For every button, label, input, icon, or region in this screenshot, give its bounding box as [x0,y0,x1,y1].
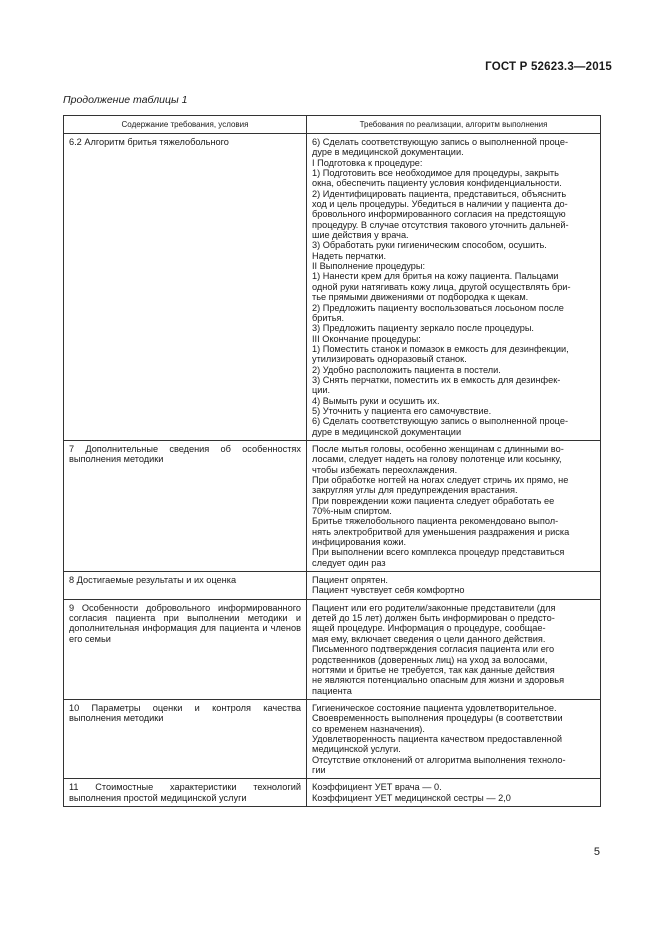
column-header-requirement: Содержание требования, условия [64,116,307,134]
algorithm-cell [307,699,601,778]
algorithm-line: 6) Сделать соответствующую запись о выполненной проце- [312,416,569,427]
algorithm-line: дуре в медицинской документации. [312,147,464,158]
requirement-cell: 9 Особенности добровольного информированного согласия пациента при выполнении методики и дополнительная информация для пациента и членов его семьи [64,599,307,699]
algorithm-line: 3) Предложить пациенту зеркало после процедуры. [312,323,534,334]
algorithm-line: 6) Сделать соответствующую запись о выполненной проце- [312,137,569,147]
algorithm-line: 1) Нанести крем для бритья на кожу пациента. Пальцами [312,271,559,282]
algorithm-line: При обработке ногтей на ногах следует стричь их прямо, не [312,475,569,485]
algorithm-line: бритья. [312,312,345,323]
algorithm-line: Пациент чувствует себя комфортно [312,585,465,596]
algorithm-line: Коэффициент УЕТ врача — 0. [312,782,442,793]
requirement-cell: 6.2 Алгоритм бритья тяжелобольного [64,134,307,441]
requirement-cell: 7 Дополнительные сведения об особенностях выполнения методики [64,440,307,571]
algorithm-line: шие действия у врача. [312,230,409,241]
algorithm-line: ногтями и бритье не требуется, так как данные действия [312,664,555,675]
table-header-row [64,116,601,134]
algorithm-line: 1) Поместить станок и помазок в емкость для дезинфекции, [312,343,569,354]
algorithm-cell [307,572,601,600]
algorithm-line: Отсутствие отклонений от алгоритма выполнения техноло- [312,754,566,765]
algorithm-line: не являются потенциально опасным для жизни и здоровья [312,675,565,686]
table-row [64,699,601,778]
column-header-algorithm: Требования по реализации, алгоритм выполнения [307,116,601,134]
algorithm-line: Письменного подтверждения согласия пациента или его [312,644,555,655]
algorithm-line: лосами, следует надеть на голову полотенце или косынку, [312,454,562,465]
algorithm-line: ции. [312,385,331,396]
algorithm-line: чтобы избежать переохлаждения. [312,464,458,475]
algorithm-line: следует один раз [312,557,386,568]
table-row [64,572,601,600]
algorithm-line: пациента [312,685,352,696]
table-body [64,134,601,807]
algorithm-line: I Подготовка к процедуре: [312,157,423,168]
requirement-cell: 11 Стоимостные характеристики технологий выполнения простой медицинской услуги [64,779,307,807]
algorithm-line: II Выполнение процедуры: [312,261,426,272]
algorithm-line: со временем назначения). [312,723,425,734]
algorithm-line: III Окончание процедуры: [312,333,421,344]
algorithm-cell [307,599,601,699]
table-row [64,779,601,807]
algorithm-line: При повреждении кожи пациента следует обработать ее [312,495,555,506]
requirements-table [63,115,601,807]
requirement-cell: 10 Параметры оценки и контроля качества выполнения методики [64,699,307,778]
algorithm-cell [307,779,601,807]
algorithm-line: процедуру. В случае отсутствия такового уточнить дальней- [312,219,569,230]
document-code: ГОСТ Р 52623.3—2015 [485,61,612,73]
algorithm-line: бровольного информированного согласия на предстоящую [312,209,566,220]
algorithm-line: одной руки натягивать кожу лица, другой осуществлять бри- [312,281,571,292]
table-row [64,599,601,699]
algorithm-line: 2) Предложить пациенту воспользоваться лосьоном после [312,302,564,313]
algorithm-line: 5) Уточнить у пациента его самочувствие. [312,405,492,416]
algorithm-line: детей до 15 лет) должен быть информирован о предсто- [312,613,555,624]
algorithm-line: закругляя углы для предупреждения врастания. [312,485,518,496]
algorithm-line: 3) Снять перчатки, поместить их в емкость для дезинфек- [312,374,561,385]
table-row [64,134,601,441]
algorithm-line: 2) Удобно расположить пациента в постели. [312,364,501,375]
algorithm-line: 1) Подготовить все необходимое для процедуры, закрыть [312,168,559,179]
algorithm-line: 3) Обработать руки гигиеническим способом, осушить. [312,240,547,251]
algorithm-line: Пациент опрятен. [312,575,388,586]
page-number: 5 [593,846,600,858]
algorithm-line: инфицирования кожи. [312,537,407,548]
algorithm-cell [307,134,601,441]
algorithm-line: утилизировать одноразовый станок. [312,354,467,365]
algorithm-line: Своевременность выполнения процедуры (в соответствии [312,713,563,724]
algorithm-line: нять электробритвой для уменьшения раздражения и риска [312,526,570,537]
algorithm-line: родственников (доверенных лиц) на уход за волосами, [312,654,548,665]
algorithm-line: окна, обеспечить пациенту условия конфиденциальности. [312,178,562,189]
algorithm-line: дуре в медицинской документации [312,426,462,437]
algorithm-line: При выполнении всего комплекса процедур представиться [312,547,565,558]
algorithm-cell [307,440,601,571]
algorithm-line: 2) Идентифицировать пациента, представиться, объяснить [312,188,567,199]
algorithm-line: мая ему, включает сведения о цели данного действия. [312,633,546,644]
algorithm-line: ход и цель процедуры. Убедиться в наличии у пациента до- [312,199,568,210]
algorithm-line: После мытья головы, особенно женщинам с длинными во- [312,443,564,454]
algorithm-line: тье прямыми движениями от подбородка к щекам. [312,292,529,303]
algorithm-line: Бритье тяжелобольного пациента рекомендовано выпол- [312,516,559,527]
algorithm-line: медицинской услуги. [312,744,401,755]
table-continuation-caption: Продолжение таблицы 1 [63,94,188,106]
algorithm-line: Надеть перчатки. [312,250,387,261]
algorithm-line: Коэффициент УЕТ медицинской сестры — 2,0 [312,792,511,803]
algorithm-line: ящей процедуре. Информация о процедуре, сообщае- [312,623,546,634]
algorithm-line: 4) Вымыть руки и осушить их. [312,395,440,406]
requirement-cell: 8 Достигаемые результаты и их оценка [64,572,307,600]
table-row [64,440,601,571]
algorithm-line: 70%-ным спиртом. [312,506,392,517]
algorithm-line: гии [312,764,326,775]
algorithm-line: Пациент или его родители/законные представители (для [312,602,556,613]
algorithm-line: Гигиеническое состояние пациента удовлетворительное. [312,702,557,713]
algorithm-line: Удовлетворенность пациента качеством предоставленной [312,733,562,744]
